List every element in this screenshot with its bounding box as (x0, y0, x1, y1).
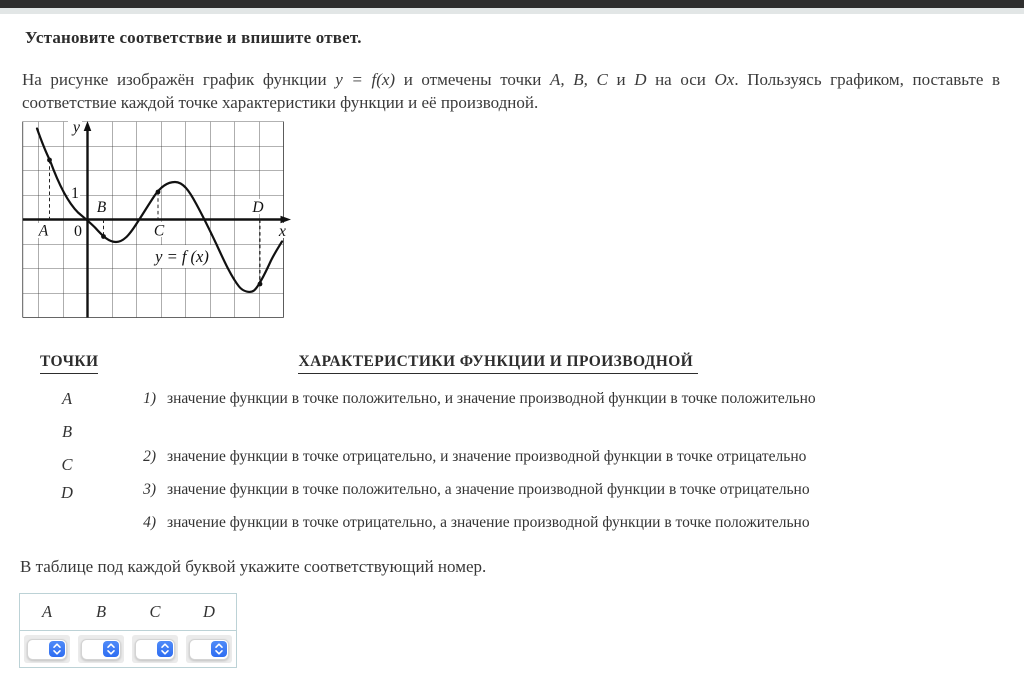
option-2 (132, 447, 816, 467)
points-column (22, 389, 112, 533)
option-3-number: 3) (143, 481, 156, 498)
curve-label: y = f (x) (155, 247, 209, 266)
answer-column-label-a: A (20, 594, 75, 631)
option-4 (132, 513, 816, 533)
graph-label-c: C (153, 222, 165, 240)
graph-svg (22, 119, 294, 322)
answer-select-c[interactable] (135, 639, 175, 660)
select-arrows-icon (49, 641, 65, 657)
answer-select-a-wrap (24, 635, 70, 663)
option-2-text: значение функции в точке отрицательно, и значение производной функции в точке отрицательно (167, 448, 807, 465)
point-dot-c (156, 190, 161, 195)
point-label-d: D (61, 483, 73, 502)
answer-select-b[interactable] (81, 639, 121, 660)
y-axis-label: y (72, 119, 80, 136)
intro-formula: y = f(x) (335, 70, 396, 89)
graph-label-a: A (38, 222, 49, 240)
points-header: ТОЧКИ (40, 353, 98, 374)
intro-axis: Ox (714, 70, 735, 89)
answer-select-c-wrap (132, 635, 178, 663)
option-2-number: 2) (143, 448, 156, 465)
function-graph (22, 119, 1000, 327)
graph-label-d: D (252, 199, 264, 216)
option-1-text: значение функции в точке положительно, и значение производной функции в точке положительно (167, 390, 816, 407)
select-arrows-icon (211, 641, 227, 657)
task-description: На рисунке изображён график функции y = f(x) и отмечены точки A, B, C и D на оси Ox. Пользуясь графиком, поставьте в соответствие каждой точке характеристики функции и её производной. (22, 70, 1001, 112)
answer-select-a[interactable] (27, 639, 67, 660)
answer-select-b-value (86, 640, 102, 659)
answer-select-d-value (194, 640, 210, 659)
option-1 (132, 389, 816, 409)
point-label-b: B (61, 422, 73, 441)
top-dark-bar (0, 0, 1024, 8)
answer-table (19, 593, 237, 668)
option-3 (132, 480, 816, 500)
page-content (0, 28, 1024, 668)
characteristics-column (132, 389, 816, 533)
characteristics-header: ХАРАКТЕРИСТИКИ ФУНКЦИИ И ПРОИЗВОДНОЙ (298, 353, 698, 374)
answer-select-c-value (140, 640, 156, 659)
point-dot-d (258, 282, 263, 287)
option-4-text: значение функции в точке отрицательно, а значение производной функции в точке положительно (167, 514, 810, 531)
point-dot-a (47, 158, 52, 163)
tick-label-one: 1 (71, 185, 79, 202)
page-title: Установите соответствие и впишите ответ. (25, 28, 362, 47)
answer-select-row (20, 631, 237, 668)
answer-select-b-wrap (78, 635, 124, 663)
answer-column-label-c: C (128, 594, 182, 631)
answer-header-row (20, 594, 237, 631)
select-arrows-icon (103, 641, 119, 657)
answer-instruction: В таблице под каждой буквой укажите соответствующий номер. (20, 557, 487, 576)
select-arrows-icon (157, 641, 173, 657)
answer-column-label-b: B (74, 594, 128, 631)
point-dot-b (101, 234, 106, 239)
intro-text: На рисунке изображён график функции (22, 70, 336, 89)
matching-section (22, 353, 1000, 533)
point-label-c: C (61, 455, 73, 474)
answer-select-a-value (32, 640, 48, 659)
answer-select-d-wrap (186, 635, 232, 663)
option-3-text: значение функции в точке положительно, а значение производной функции в точке отрицательно (167, 481, 810, 498)
graph-label-b: B (96, 199, 107, 216)
point-label-a: A (61, 389, 73, 408)
x-axis-label: x (278, 223, 286, 240)
origin-label: 0 (74, 223, 82, 240)
top-light-strip (0, 8, 1024, 14)
option-4-number: 4) (143, 514, 156, 531)
intro-points: A, B, C (550, 70, 608, 89)
answer-select-d[interactable] (189, 639, 229, 660)
answer-column-label-d: D (182, 594, 237, 631)
option-1-number: 1) (143, 390, 156, 407)
